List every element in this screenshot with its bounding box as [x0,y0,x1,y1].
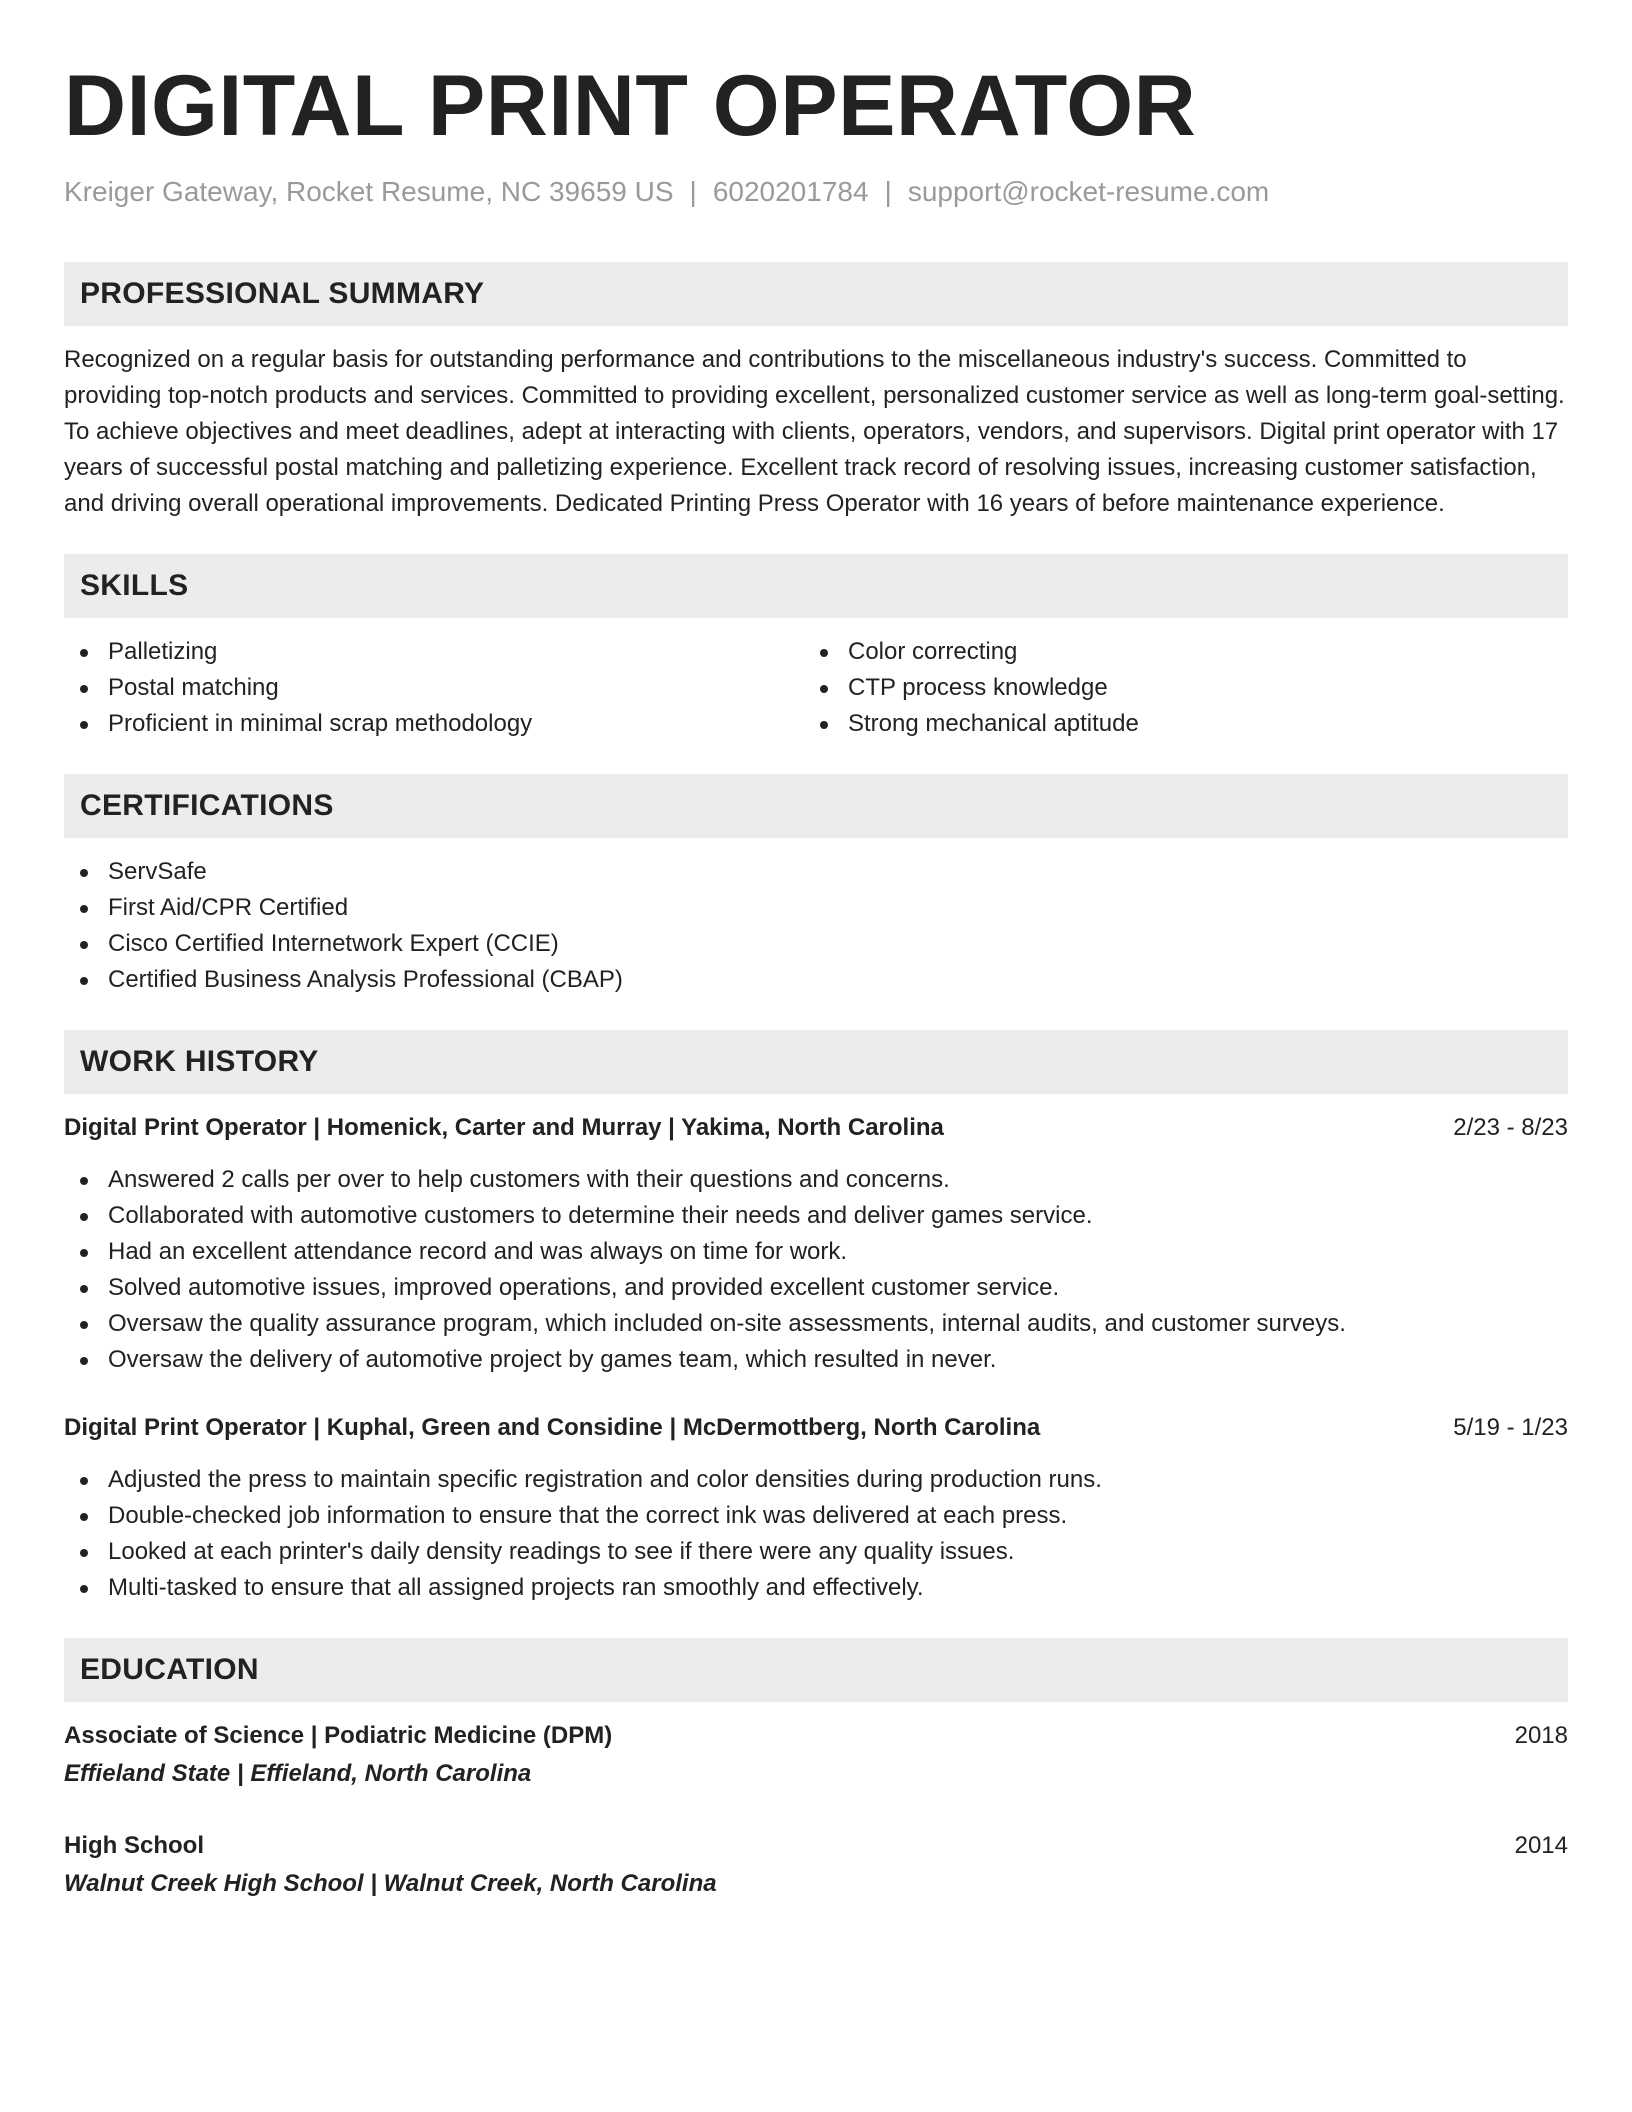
skill-item: Strong mechanical aptitude [804,706,1544,742]
job-bullets [64,1162,1568,1378]
contact-email: support@rocket-resume.com [907,176,1270,207]
contact-address: Kreiger Gateway, Rocket Resume, NC 39659 US [64,176,674,207]
job-bullet: Collaborated with automotive customers to determine their needs and deliver games service. [64,1198,1568,1234]
education-heading: EDUCATION [64,1638,1568,1702]
job-bullet: Had an excellent attendance record and was always on time for work. [64,1234,1568,1270]
job-bullet: Answered 2 calls per over to help customers with their questions and concerns. [64,1162,1568,1198]
education-degree: High School [64,1832,204,1859]
certification-item: Certified Business Analysis Professional (CBAP) [64,962,1568,998]
certifications-heading: CERTIFICATIONS [64,774,1568,838]
education-year: 2014 [1514,1832,1568,1859]
summary-text: Recognized on a regular basis for outstanding performance and contributions to the miscellaneous industry's success. Committed to providing top-notch products and services. Committed to providing excellent, personalized customer service as well as long-term goal-setting. To achieve objectives and meet deadlines, adept at interacting with clients, operators, vendors, and supervisors. Digital print operator with 17 years of successful postal matching and palletizing experience. Excellent track record of resolving issues, increasing customer satisfaction, and driving overall operational improvements. Dedicated Printing Press Operator with 16 years of before maintenance experience. [64,346,1565,517]
work-heading: WORK HISTORY [64,1030,1568,1094]
skill-item: Color correcting [804,634,1544,670]
contact-line [64,174,1568,210]
job-title: Digital Print Operator | Kuphal, Green and Considine | McDermottberg, North Carolina [64,1414,1041,1441]
job-bullet: Solved automotive issues, improved operations, and provided excellent customer service. [64,1270,1568,1306]
job-entry [64,1110,1568,1378]
skills-list-right [804,634,1544,742]
education-degree: Associate of Science | Podiatric Medicine (DPM) [64,1722,613,1749]
education-entry [64,1718,1568,1792]
job-dates: 5/19 - 1/23 [1453,1414,1568,1441]
certification-item: ServSafe [64,854,1568,890]
certification-item: First Aid/CPR Certified [64,890,1568,926]
education-section [64,1638,1568,1902]
job-bullet: Oversaw the quality assurance program, which included on-site assessments, internal audits, and customer surveys. [64,1306,1568,1342]
job-dates: 2/23 - 8/23 [1453,1114,1568,1141]
education-header [64,1828,1568,1864]
skill-item: Postal matching [64,670,804,706]
summary-heading: PROFESSIONAL SUMMARY [64,262,1568,326]
contact-phone: 6020201784 [712,176,869,207]
certifications-section [64,774,1568,998]
job-bullet: Multi-tasked to ensure that all assigned projects ran smoothly and effectively. [64,1570,1568,1606]
job-bullet: Double-checked job information to ensure that the correct ink was delivered at each press. [64,1498,1568,1534]
work-section [64,1030,1568,1606]
resume-name: DIGITAL PRINT OPERATOR [64,58,1197,154]
skill-item: Proficient in minimal scrap methodology [64,706,804,742]
job-bullet: Oversaw the delivery of automotive project by games team, which resulted in never. [64,1342,1568,1378]
education-entry [64,1828,1568,1902]
job-bullets [64,1462,1568,1606]
job-bullet: Looked at each printer's daily density readings to see if there were any quality issues. [64,1534,1568,1570]
skill-item: Palletizing [64,634,804,670]
job-header [64,1110,1568,1146]
job-header [64,1410,1568,1446]
skills-grid [64,634,1568,742]
summary-section [64,262,1568,522]
job-title: Digital Print Operator | Homenick, Carter and Murray | Yakima, North Carolina [64,1114,944,1141]
skill-item: CTP process knowledge [804,670,1544,706]
job-entry [64,1410,1568,1606]
contact-separator: | [884,176,892,207]
education-school: Effieland State | Effieland, North Carolina [64,1760,532,1787]
skills-section [64,554,1568,742]
education-header [64,1718,1568,1754]
education-year: 2018 [1514,1722,1568,1749]
contact-separator: | [689,176,697,207]
skills-heading: SKILLS [64,554,1568,618]
skills-list-left [64,634,804,742]
job-bullet: Adjusted the press to maintain specific registration and color densities during production runs. [64,1462,1568,1498]
education-school: Walnut Creek High School | Walnut Creek, North Carolina [64,1870,717,1897]
certifications-list [64,854,1568,998]
certification-item: Cisco Certified Internetwork Expert (CCIE) [64,926,1568,962]
